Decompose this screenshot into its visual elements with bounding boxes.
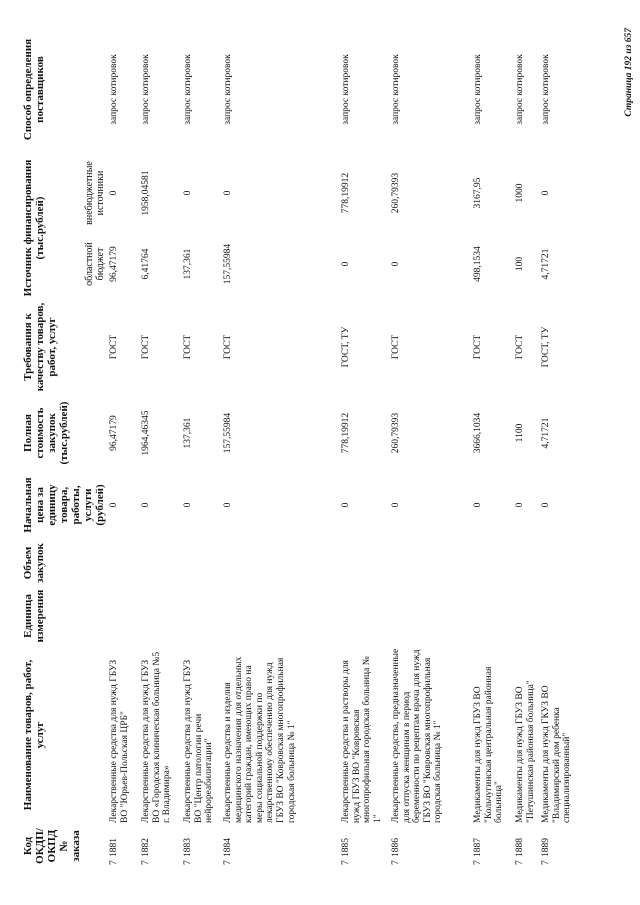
- row-start-price: 0: [109, 502, 119, 508]
- row-order-number: 1887: [473, 838, 483, 857]
- row-unit: [106, 587, 138, 645]
- row-full-cost: 96,47179: [109, 415, 119, 451]
- row-full-cost: 157,55984: [223, 412, 233, 454]
- row-requirements: ГОСТ: [391, 334, 401, 360]
- row-code: [106, 825, 138, 867]
- row-name: Лекарственные средства и растворы для нужд ГБУЗ ВО "Ковровская многопрофильная городская больница № 1": [341, 656, 383, 823]
- row-start-price: 0: [223, 502, 233, 508]
- row-code: [338, 825, 388, 867]
- row-start-price: 0: [541, 502, 551, 508]
- row-start-price: 0: [183, 502, 193, 508]
- header-name: Наименование товаров, работ, услуг: [22, 659, 46, 811]
- row-code-prefix: 7: [109, 860, 119, 865]
- row-requirements: ГОСТ, ТУ: [541, 326, 551, 368]
- row-start-price: 0: [341, 502, 351, 508]
- row-method: запрос котировок: [183, 54, 193, 125]
- header-funding: Источник финансирования (тыс.рублей): [22, 159, 46, 297]
- row-code: [220, 825, 338, 867]
- table-row: [180, 22, 220, 867]
- row-method: запрос котировок: [341, 54, 351, 125]
- table-row: [538, 22, 573, 867]
- row-order-number: 1881: [109, 838, 119, 857]
- row-unit: [338, 587, 388, 645]
- row-funding-regional: 100: [515, 256, 525, 272]
- row-funding-extra: 1958,04581: [141, 170, 151, 216]
- row-order-number: 1889: [541, 838, 551, 857]
- header-unit: Единица измерения: [22, 589, 46, 643]
- row-funding-regional: 498,1534: [473, 246, 483, 282]
- row-code: [538, 825, 573, 867]
- row-code-prefix: 7: [515, 860, 525, 865]
- row-code: [180, 825, 220, 867]
- row-requirements: ГОСТ: [109, 334, 119, 360]
- row-full-cost: 4,71721: [541, 417, 551, 449]
- row-name: Медикаменты для нужд ГКУЗ ВО "Владимирский дом ребенка специализированный": [541, 685, 573, 823]
- row-volume: [338, 539, 388, 587]
- header-start-price: Начальная цена за единицу товара, работы, услуги (рублей): [22, 477, 106, 533]
- row-funding-regional: 137,361: [183, 248, 193, 280]
- row-method: запрос котировок: [141, 54, 151, 125]
- header-funding-extra: внебюджетные источники: [84, 161, 106, 225]
- row-order-number: 1885: [341, 838, 351, 857]
- row-requirements: ГОСТ, ТУ: [341, 326, 351, 368]
- row-method: запрос котировок: [515, 54, 525, 125]
- row-code: [470, 825, 512, 867]
- row-code: [388, 825, 470, 867]
- row-volume: [106, 539, 138, 587]
- row-name: Лекарственные средства, предназначенные для отпуска женщинам в период беременности по рецептам врача для нужд ГБУЗ ВО "Ковровская многопрофильная городская больница № 1": [391, 648, 444, 823]
- row-volume: [180, 539, 220, 587]
- row-unit: [180, 587, 220, 645]
- page-footer: Страница 192 из 657: [624, 28, 634, 117]
- row-full-cost: 1100: [515, 423, 525, 443]
- row-code-prefix: 7: [341, 860, 351, 865]
- row-code: [138, 825, 180, 867]
- row-funding-extra: 0: [541, 190, 551, 196]
- row-code-prefix: 7: [391, 860, 401, 865]
- row-name: Лекарственные средства и изделия медицинского назначения для отдельных категорий граждан, имеющих право на меры социальной поддержки по лекарственному обеспечению для нужд ГБУЗ ВО "Ковровская многопрофильная городская больница № 1": [223, 656, 297, 823]
- row-method: запрос котировок: [391, 54, 401, 125]
- table-row: [138, 22, 180, 867]
- row-funding-extra: 778,19912: [341, 172, 351, 214]
- row-method: запрос котировок: [109, 54, 119, 125]
- row-funding-regional: 4,71721: [541, 248, 551, 280]
- table-row: [220, 22, 338, 867]
- row-volume: [388, 539, 470, 587]
- row-code-prefix: 7: [541, 860, 551, 865]
- row-funding-regional: 6,41764: [141, 248, 151, 280]
- procurement-table: [22, 22, 573, 867]
- row-unit: [220, 587, 338, 645]
- row-full-cost: 778,19912: [341, 412, 351, 454]
- row-funding-extra: 0: [223, 190, 233, 196]
- row-name: Лекарственные средства для нужд ГБУЗ ВО "Центр патологии речи нейрореабилитации": [183, 659, 215, 823]
- table-row: [470, 22, 512, 867]
- row-volume: [538, 539, 573, 587]
- row-code-prefix: 7: [473, 860, 483, 865]
- row-volume: [220, 539, 338, 587]
- row-full-cost: 260,79393: [391, 412, 401, 454]
- row-order-number: 1882: [141, 838, 151, 857]
- row-start-price: 0: [473, 502, 483, 508]
- row-volume: [138, 539, 180, 587]
- row-unit: [538, 587, 573, 645]
- row-volume: [512, 539, 538, 587]
- row-code-prefix: 7: [223, 860, 233, 865]
- row-unit: [512, 587, 538, 645]
- row-funding-extra: 1000: [515, 183, 525, 203]
- row-order-number: 1884: [223, 838, 233, 857]
- row-order-number: 1883: [183, 838, 193, 857]
- row-requirements: ГОСТ: [515, 334, 525, 360]
- row-method: запрос котировок: [223, 54, 233, 125]
- row-full-cost: 3666,1034: [473, 412, 483, 454]
- header-code: Код ОКДП/ ОКПД № заказа: [22, 828, 82, 864]
- row-start-price: 0: [141, 502, 151, 508]
- row-full-cost: 1964,46345: [141, 410, 151, 456]
- row-unit: [138, 587, 180, 645]
- row-funding-regional: 96,47179: [109, 246, 119, 282]
- table-row: [388, 22, 470, 867]
- row-funding-regional: 0: [391, 261, 401, 267]
- row-requirements: ГОСТ: [183, 334, 193, 360]
- header-full-cost: Полная стоимость закупок (тыс.рублей): [22, 401, 70, 465]
- table-row: [512, 22, 538, 867]
- table-row: [106, 22, 138, 867]
- row-requirements: ГОСТ: [141, 334, 151, 360]
- row-volume: [470, 539, 512, 587]
- row-name: Лекарственные средства для нужд ГБУЗ ВО «Городская клиническая больница №5 г. Владимира»: [141, 651, 173, 823]
- row-code-prefix: 7: [183, 860, 193, 865]
- row-funding-extra: 0: [183, 190, 193, 196]
- table-row: [338, 22, 388, 867]
- row-unit: [388, 587, 470, 645]
- header-method: Способ определения поставщиков: [22, 38, 46, 141]
- table-body: [106, 22, 573, 867]
- row-requirements: ГОСТ: [223, 334, 233, 360]
- header-requirements: Требования к качеству товаров, работ, услуг: [22, 302, 58, 392]
- header-volume: Объем закупок: [22, 543, 46, 583]
- row-method: запрос котировок: [473, 54, 483, 125]
- row-start-price: 0: [515, 502, 525, 508]
- row-code: [512, 825, 538, 867]
- row-unit: [470, 587, 512, 645]
- row-name: Медикаменты для нужд ГБУЗ ВО "Кольчугинская центральная районная больница": [473, 666, 505, 823]
- row-requirements: ГОСТ: [473, 334, 483, 360]
- row-name: Лекарственные средства для нужд ГБУЗ ВО "Юрьев-Польская ЦРБ": [109, 659, 130, 823]
- row-name: Медикаменты для нужд ГБУЗ ВО "Петушинская районная больница": [515, 680, 536, 823]
- row-order-number: 1888: [515, 838, 525, 857]
- row-funding-extra: 260,79393: [391, 172, 401, 214]
- row-start-price: 0: [391, 502, 401, 508]
- row-code-prefix: 7: [141, 860, 151, 865]
- row-method: запрос котировок: [541, 54, 551, 125]
- row-funding-extra: 0: [109, 190, 119, 196]
- header-funding-regional: областной бюджет: [84, 242, 106, 286]
- row-order-number: 1886: [391, 838, 401, 857]
- row-funding-regional: 157,55984: [223, 243, 233, 285]
- row-full-cost: 137,361: [183, 417, 193, 449]
- row-funding-regional: 0: [341, 261, 351, 267]
- row-funding-extra: 3167,95: [473, 177, 483, 209]
